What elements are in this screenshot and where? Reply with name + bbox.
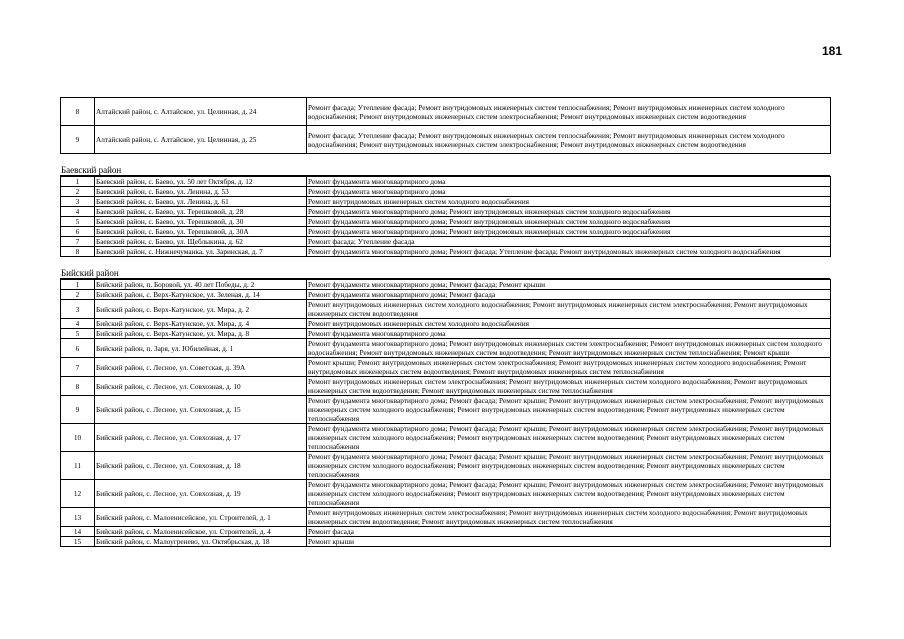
table-row <box>61 396 831 424</box>
table-row <box>61 237 831 247</box>
table-row <box>61 227 831 237</box>
section-title: Баевский район <box>60 165 830 176</box>
row-works: Ремонт фундамента многоквартирного дома; Ремонт фасада; Утепление фасада; Ремонт внутридомовых инженерных систем холодного водоснабжения <box>307 247 831 257</box>
row-number: 10 <box>61 424 95 452</box>
row-address: Бийский район, с. Лесное, ул. Совхозная, д. 10 <box>95 377 307 396</box>
table-row <box>61 290 831 300</box>
table-row <box>61 339 831 358</box>
row-works: Ремонт фундамента многоквартирного дома <box>307 329 831 339</box>
district-table <box>60 279 831 547</box>
row-number: 4 <box>61 207 95 217</box>
row-works: Ремонт внутридомовых инженерных систем электроснабжения; Ремонт внутридомовых инженерных систем холодного водоснабжения; Ремонт внутридомовых инженерных систем водоотведения; Ремонт внутридомовых инженерных систем теплоснабжения <box>307 377 831 396</box>
row-works: Ремонт фундамента многоквартирного дома; Ремонт фасада; Ремонт крыши <box>307 280 831 290</box>
table-row <box>61 358 831 377</box>
continued-table <box>60 97 831 154</box>
row-works: Ремонт фундамента многоквартирного дома; Ремонт фасада; Ремонт крыши; Ремонт внутридомовых инженерных систем электроснабжения; Ремонт внутридомовых инженерных систем холодного водоснабжения; Ремонт внутридомовых инженерных систем водоотведения; Ремонт внутридомовых инженерных систем теплоснабжения <box>307 396 831 424</box>
row-address: Баевский район, с. Баево, ул. Терешковой, д. 28 <box>95 207 307 217</box>
table-row <box>61 126 831 154</box>
row-address: Баевский район, с. Нижнечуманка, ул. Заринская, д. 7 <box>95 247 307 257</box>
row-works: Ремонт внутридомовых инженерных систем холодного водоснабжения <box>307 197 831 207</box>
row-address: Баевский район, с. Баево, ул. Ленина, д. 61 <box>95 197 307 207</box>
row-number: 3 <box>61 300 95 319</box>
row-address: Алтайский район, с. Алтайское, ул. Целинная, д. 24 <box>95 98 307 126</box>
district-table <box>60 176 831 257</box>
row-works: Ремонт фундамента многоквартирного дома <box>307 177 831 187</box>
row-works: Ремонт фундамента многоквартирного дома; Ремонт фасада; Ремонт крыши; Ремонт внутридомовых инженерных систем электроснабжения; Ремонт внутридомовых инженерных систем холодного водоснабжения; Ремонт внутридомовых инженерных систем водоотведения; Ремонт внутридомовых инженерных систем теплоснабжения <box>307 452 831 480</box>
row-number: 1 <box>61 177 95 187</box>
section-gap <box>60 257 830 268</box>
row-address: Бийский район, с. Малоенисейское, ул. Строителей, д. 4 <box>95 527 307 537</box>
row-number: 11 <box>61 452 95 480</box>
table-row <box>61 319 831 329</box>
row-works: Ремонт фундамента многоквартирного дома; Ремонт внутридомовых инженерных систем холодного водоснабжения <box>307 227 831 237</box>
row-address: Бийский район, с. Лесное, ул. Советская, д. 39А <box>95 358 307 377</box>
row-works: Ремонт внутридомовых инженерных систем электроснабжения; Ремонт внутридомовых инженерных систем холодного водоснабжения; Ремонт внутридомовых инженерных систем водоотведения; Ремонт внутридомовых инженерных систем теплоснабжения <box>307 508 831 527</box>
row-number: 8 <box>61 247 95 257</box>
table-row <box>61 300 831 319</box>
row-address: Бийский район, с. Лесное, ул. Совхозная, д. 15 <box>95 396 307 424</box>
row-works: Ремонт фундамента многоквартирного дома; Ремонт внутридомовых инженерных систем холодного водоснабжения <box>307 207 831 217</box>
row-works: Ремонт фундамента многоквартирного дома; Ремонт внутридомовых инженерных систем холодного водоснабжения <box>307 217 831 227</box>
row-works: Ремонт внутридомовых инженерных систем холодного водоснабжения <box>307 319 831 329</box>
row-number: 5 <box>61 217 95 227</box>
table-row <box>61 187 831 197</box>
table-row <box>61 508 831 527</box>
row-number: 12 <box>61 480 95 508</box>
row-number: 8 <box>61 98 95 126</box>
row-address: Бийский район, с. Малоенисейское, ул. Строителей, д. 1 <box>95 508 307 527</box>
row-number: 2 <box>61 187 95 197</box>
row-works: Ремонт фундамента многоквартирного дома; Ремонт фасада; Ремонт крыши; Ремонт внутридомовых инженерных систем электроснабжения; Ремонт внутридомовых инженерных систем холодного водоснабжения; Ремонт внутридомовых инженерных систем водоотведения; Ремонт внутридомовых инженерных систем теплоснабжения <box>307 480 831 508</box>
table-row <box>61 424 831 452</box>
document-body <box>60 97 830 547</box>
row-works: Ремонт фасада; Утепление фасада <box>307 237 831 247</box>
row-address: Бийский район, с. Верх-Катунское, ул. Мира, д. 8 <box>95 329 307 339</box>
row-number: 14 <box>61 527 95 537</box>
row-works: Ремонт фундамента многоквартирного дома <box>307 187 831 197</box>
row-works: Ремонт фундамента многоквартирного дома; Ремонт фасада <box>307 290 831 300</box>
row-address: Бийский район, с. Верх-Катунское, ул. Зеленая, д. 14 <box>95 290 307 300</box>
row-address: Баевский район, с. Баево, ул. Щеблыкина, д. 62 <box>95 237 307 247</box>
row-address: Бийский район, п. Боровой, ул. 40 лет Победы, д. 2 <box>95 280 307 290</box>
row-works: Ремонт фундамента многоквартирного дома; Ремонт фасада; Ремонт крыши; Ремонт внутридомовых инженерных систем электроснабжения; Ремонт внутридомовых инженерных систем холодного водоснабжения; Ремонт внутридомовых инженерных систем водоотведения; Ремонт внутридомовых инженерных систем теплоснабжения <box>307 424 831 452</box>
section-title: Бийский район <box>60 268 830 279</box>
row-works: Ремонт крыши <box>307 537 831 547</box>
page-number: 181 <box>822 44 843 58</box>
table-row <box>61 480 831 508</box>
row-works: Ремонт фасада; Утепление фасада; Ремонт внутридомовых инженерных систем теплоснабжения; Ремонт внутридомовых инженерных систем холодного водоснабжения; Ремонт внутридомовых инженерных систем электроснабжения; Ремонт внутридомовых инженерных систем водоотведения <box>307 98 831 126</box>
row-number: 7 <box>61 237 95 247</box>
row-address: Баевский район, с. Баево, ул. Терешковой, д. 30А <box>95 227 307 237</box>
row-number: 5 <box>61 329 95 339</box>
table-row <box>61 537 831 547</box>
row-number: 1 <box>61 280 95 290</box>
table-row <box>61 452 831 480</box>
row-number: 6 <box>61 339 95 358</box>
row-address: Бийский район, с. Верх-Катунское, ул. Мира, д. 4 <box>95 319 307 329</box>
row-number: 2 <box>61 290 95 300</box>
row-address: Бийский район, с. Верх-Катунское, ул. Мира, д. 2 <box>95 300 307 319</box>
row-number: 8 <box>61 377 95 396</box>
row-works: Ремонт внутридомовых инженерных систем холодного водоснабжения; Ремонт внутридомовых инженерных систем электроснабжения; Ремонт внутридомовых инженерных систем водоотведения <box>307 300 831 319</box>
row-number: 3 <box>61 197 95 207</box>
row-address: Бийский район, п. Заря, ул. Юбилейная, д. 1 <box>95 339 307 358</box>
row-number: 4 <box>61 319 95 329</box>
row-number: 6 <box>61 227 95 237</box>
table-row <box>61 280 831 290</box>
district-sections <box>60 154 830 547</box>
table-row <box>61 527 831 537</box>
row-address: Баевский район, с. Баево, ул. Ленина, д. 53 <box>95 187 307 197</box>
row-address: Алтайский район, с. Алтайское, ул. Целинная, д. 25 <box>95 126 307 154</box>
table-row <box>61 217 831 227</box>
table-row <box>61 197 831 207</box>
table-row <box>61 247 831 257</box>
table-row <box>61 377 831 396</box>
table-row <box>61 98 831 126</box>
row-address: Бийский район, с. Лесное, ул. Совхозная, д. 17 <box>95 424 307 452</box>
row-number: 7 <box>61 358 95 377</box>
row-number: 9 <box>61 396 95 424</box>
row-address: Баевский район, с. Баево, ул. Терешковой, д. 30 <box>95 217 307 227</box>
row-number: 13 <box>61 508 95 527</box>
table-row <box>61 329 831 339</box>
row-works: Ремонт фундамента многоквартирного дома; Ремонт внутридомовых инженерных систем электроснабжения; Ремонт внутридомовых инженерных систем холодного водоснабжения; Ремонт внутридомовых инженерных систем водоотведения; Ремонт внутридомовых инженерных систем теплоснабжения; Ремонт крыши <box>307 339 831 358</box>
row-number: 15 <box>61 537 95 547</box>
row-address: Бийский район, с. Малоугренево, ул. Октябрьская, д. 18 <box>95 537 307 547</box>
table-row <box>61 207 831 217</box>
row-works: Ремонт крыши; Ремонт внутридомовых инженерных систем электроснабжения; Ремонт внутридомовых инженерных систем холодного водоснабжения; Ремонт внутридомовых инженерных систем водоотведения; Ремонт внутридомовых инженерных систем теплоснабжения <box>307 358 831 377</box>
section-gap <box>60 154 830 165</box>
table-row <box>61 177 831 187</box>
row-works: Ремонт фасада <box>307 527 831 537</box>
row-number: 9 <box>61 126 95 154</box>
row-address: Бийский район, с. Лесное, ул. Совхозная, д. 18 <box>95 452 307 480</box>
row-works: Ремонт фасада; Утепление фасада; Ремонт внутридомовых инженерных систем теплоснабжения; Ремонт внутридомовых инженерных систем холодного водоснабжения; Ремонт внутридомовых инженерных систем электроснабжения; Ремонт внутридомовых инженерных систем водоотведения <box>307 126 831 154</box>
row-address: Баевский район, с. Баево, ул. 50 лет Октября, д. 12 <box>95 177 307 187</box>
row-address: Бийский район, с. Лесное, ул. Совхозная, д. 19 <box>95 480 307 508</box>
